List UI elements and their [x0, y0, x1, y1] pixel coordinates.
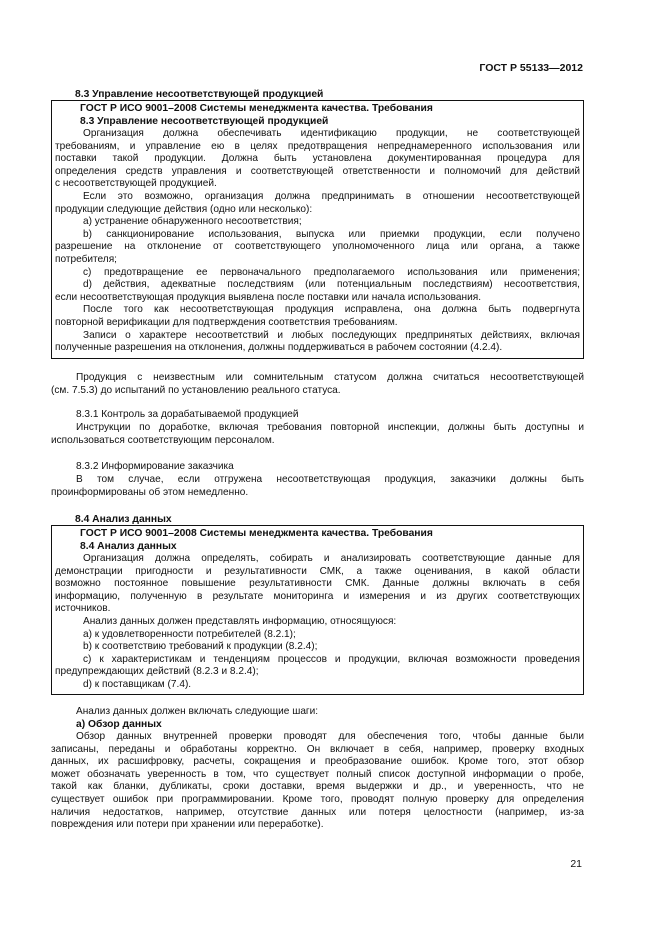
text-line: а) к удовлетворенности потребителей (8.2.1);	[83, 628, 296, 640]
text-line: демонстрации пригодности и результативности СМК, а также оценивания, в какой области	[55, 565, 580, 577]
text-line: с несоответствующей продукцией.	[55, 178, 217, 190]
text-line: если несоответствующая продукция выявлена после поставки или начала использования.	[55, 291, 482, 303]
text-line: информацию, полученную в результате мониторинга и измерения и из других соответствующих	[55, 590, 580, 602]
section-8-3-1-body	[51, 422, 584, 447]
box-body	[55, 553, 580, 692]
steps-intro: Анализ данных должен включать следующие шаги:	[76, 706, 319, 717]
box-subtitle: 8.3 Управление несоответствующей продукцией	[80, 116, 329, 127]
document-header: ГОСТ Р 55133—2012	[479, 62, 583, 74]
text-line: продукции следующие действия (одно или несколько):	[55, 203, 313, 215]
text-line: разрешение на отклонение от соответствующего уполномоченного лица или органа, а также	[55, 241, 580, 253]
text-line: предупреждающих действий (8.2.3 и 8.2.4);	[55, 666, 259, 678]
text-line: поставки такой продукции. Должна быть установлена документированная процедура для	[55, 153, 580, 165]
text-line: Записи о характере несоответствий и любых последующих предпринятых действиях, включая	[83, 329, 580, 341]
text-line: d) к поставщикам (7.4).	[83, 678, 192, 690]
text-line: данных, их расшифровку, расчеты, сокращения и преобразование ошибок. Кроме того, этот обзор	[51, 756, 584, 768]
text-line: существует ошибок при программировании. Кроме того, проводят полную проверку для определения	[51, 793, 584, 805]
text-line: а) устранение обнаруженного несоответствия;	[83, 216, 302, 228]
section-8-3-2-title: 8.3.2 Информирование заказчика	[76, 461, 234, 472]
section-8-3-2-body	[51, 474, 584, 499]
box-subtitle: 8.4 Анализ данных	[80, 541, 177, 552]
text-line: Если это возможно, организация должна предпринимать в отношении несоответствующей	[83, 190, 580, 202]
text-line: d) действия, адекватные последствиям (или потенциальным последствиям) несоответствия,	[83, 279, 580, 291]
text-line: b) санкционирование использования, выпуска или приемки продукции, если получено	[83, 228, 580, 240]
text-line: повреждения или потери при хранении или переработке).	[51, 819, 324, 831]
text-line: наличия недостатков, например, отсутствие данных или потеря целостности (например, из-за	[51, 806, 584, 818]
text-line: проинформированы об этом немедленно.	[51, 486, 249, 498]
section-8-4-title: 8.4 Анализ данных	[75, 514, 172, 525]
standard-quote-box-8-4	[51, 525, 584, 695]
text-line: Анализ данных должен представлять информацию, относящуюся:	[83, 615, 397, 627]
text-line: возможно постоянное повышение результативности СМК. Данные должны включать в себя	[55, 578, 580, 590]
text-line: записаны, переданы и обработаны корректно. Он включает в себя, например, проверку входных	[51, 743, 584, 755]
text-line: Обзор данных внутренней проверки проводят для обеспечения того, чтобы данные были	[76, 731, 584, 742]
text-line: с) предотвращение ее первоначального предполагаемого использования или применения;	[83, 266, 580, 278]
step-a-body	[51, 731, 584, 832]
text-line: полученные разрешения на отклонения, должны поддерживаться в рабочем состоянии (4.2.4).	[55, 342, 503, 354]
text-line: После того как несоответствующая продукция исправлена, она должна быть подвергнута	[83, 304, 580, 316]
text-line: В том случае, если отгружена несоответствующая продукция, заказчики должны быть	[76, 474, 584, 485]
paragraph-unknown-status	[51, 372, 584, 397]
section-8-3-title: 8.3 Управление несоответствующей продукцией	[75, 89, 324, 100]
text-line: повторной верификации для подтверждения соответствия требованиям.	[55, 316, 398, 328]
text-line: может обозначать уверенность в том, что существует полный список доступной информации о пробе,	[51, 768, 584, 780]
box-body	[55, 128, 580, 355]
text-line: Организация должна определять, собирать и анализировать соответствующие данные для	[83, 553, 580, 564]
text-line: потребителя;	[55, 253, 117, 265]
page-number: 21	[570, 858, 582, 870]
text-line: b) к соответствию требований к продукции (8.2.4);	[83, 641, 318, 653]
text-line: использоваться соответствующим персоналом.	[51, 434, 275, 446]
text-line: определения средств управления и соответствующей ответственности и полномочий для действий	[55, 165, 580, 177]
text-line: источников.	[55, 603, 111, 615]
text-line: (см. 7.5.3) до испытаний по установлению реального статуса.	[51, 384, 341, 396]
standard-quote-box-8-3	[51, 100, 584, 359]
text-line: Организация должна обеспечивать идентификацию продукции, не соответствующей	[83, 128, 580, 139]
box-standard-title: ГОСТ Р ИСО 9001–2008 Системы менеджмента качества. Требования	[80, 528, 433, 539]
text-line: требованиям, и управление ею в целях предотвращения непреднамеренного использования или	[55, 140, 580, 152]
text-line: Инструкции по доработке, включая требования повторной инспекции, должны быть доступны и	[76, 422, 584, 433]
section-8-3-1-title: 8.3.1 Контроль за дорабатываемой продукцией	[76, 409, 299, 420]
box-standard-title: ГОСТ Р ИСО 9001–2008 Системы менеджмента качества. Требования	[80, 103, 433, 114]
text-line: с) к характеристикам и тенденциям процессов и продукции, включая возможности проведения	[83, 653, 580, 665]
text-line: Продукция с неизвестным или сомнительным статусом должна считаться несоответствующей	[76, 372, 584, 383]
text-line: такой как бланки, дубликаты, сроки доставки, время выдержки и др., и уверенность, что не	[51, 781, 584, 793]
step-a-title: а) Обзор данных	[76, 719, 162, 730]
